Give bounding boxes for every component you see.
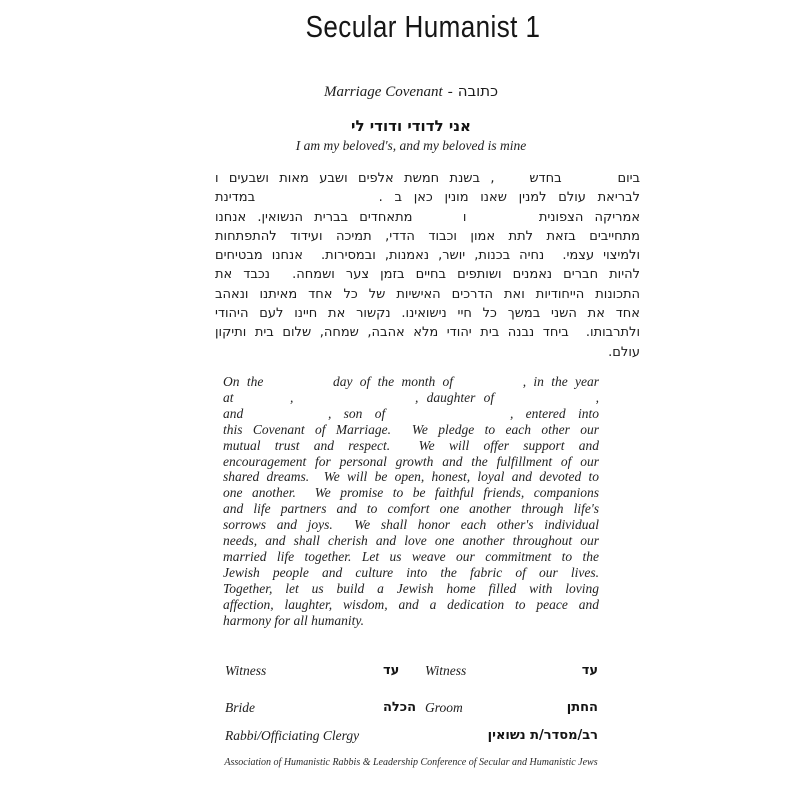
clergy-hebrew-label: רב/מסדר/ת נשואין	[487, 728, 598, 743]
text-segment: ולתרבותו. ביחד נבנה בית יהודי מלא אהבה, שמחה, שלום בית ותיקון	[215, 325, 640, 341]
text-line	[223, 581, 599, 597]
fill-in-blank	[302, 401, 407, 402]
text-line	[215, 265, 640, 284]
fill-in-blank	[460, 385, 515, 386]
text-line	[215, 323, 640, 342]
text-line	[223, 390, 599, 406]
witness-signature-row	[225, 663, 598, 681]
text-segment: אחד את השני במשך כל חיי נישואינו. נקשור את חיינו לעם היהודי	[215, 306, 640, 322]
text-segment: sorrows and joys. We shall honor each other's individual	[223, 517, 599, 533]
text-line	[215, 188, 640, 207]
fill-in-blank	[505, 181, 519, 182]
hebrew-covenant-paragraph	[215, 169, 640, 362]
couple-signature-row	[225, 700, 598, 718]
subtitle-english: Marriage Covenant	[323, 84, 443, 100]
verse-hebrew: אני לדודי ודודי לי	[351, 117, 471, 135]
text-segment: married life together. Let us weave our commitment to the	[223, 548, 599, 564]
text-segment: shared dreams. We will be open, honest, loyal and devoted to	[223, 469, 599, 485]
witness-left-label: Witness	[225, 663, 267, 678]
text-line	[215, 304, 640, 323]
text-segment: On the	[223, 374, 264, 389]
text-line	[215, 285, 640, 304]
text-segment: אמריקה הצפונית	[538, 209, 641, 225]
text-line	[223, 517, 599, 533]
text-line	[223, 613, 599, 629]
clergy-label: Rabbi/Officiating Clergy	[225, 728, 360, 743]
text-segment: ביום	[617, 171, 641, 186]
text-line	[223, 374, 599, 390]
document-subtitle	[223, 82, 599, 101]
text-segment: במדינת	[215, 190, 256, 206]
page-title: Secular Humanist 1	[305, 9, 541, 44]
text-line	[223, 485, 599, 501]
text-line	[223, 406, 599, 422]
text-segment: and	[223, 405, 244, 421]
text-segment: , in the year	[522, 374, 600, 389]
text-segment: מתחייבים בזאת לתת אמון וכבוד הדדי, תמיכה ועידוד להתפתחות	[215, 228, 640, 244]
fill-in-blank	[398, 417, 498, 418]
text-segment: at	[223, 389, 234, 405]
text-segment: .	[378, 190, 383, 206]
text-segment: מתאחדים בברית הנשואין. אנחנו	[215, 209, 413, 225]
verse-english: I am my beloved's, and my beloved is mine	[295, 138, 527, 153]
text-segment: needs, and shall cherish and love one another throughout our	[223, 533, 599, 549]
text-segment: התכונות הייחודיות ואת הדרכים האישיות של כל אחד מאיתנו ונאהב	[215, 286, 640, 302]
text-line	[223, 533, 599, 549]
text-segment: ,	[595, 389, 600, 405]
text-segment: Together, let us build a Jewish home filled with loving	[223, 580, 599, 596]
text-line	[223, 469, 599, 485]
text-segment: this Covenant of Marriage. We pledge to each other our	[223, 421, 599, 437]
english-covenant-paragraph	[223, 374, 599, 629]
text-segment: בחדש	[529, 171, 562, 186]
text-segment: , son of	[327, 405, 386, 421]
text-line	[215, 208, 640, 227]
text-line	[223, 422, 599, 438]
fill-in-blank	[242, 401, 282, 402]
text-segment: harmony for all humanity.	[223, 612, 364, 628]
fill-in-blank	[502, 401, 587, 402]
text-segment: mutual trust and respect. We will offer support and	[223, 437, 599, 453]
bride-label: Bride	[225, 700, 255, 715]
text-segment: ו	[462, 209, 467, 225]
text-line	[223, 501, 599, 517]
text-line	[215, 227, 640, 246]
text-segment: one another. We promise to be faithful friends, companions	[223, 485, 599, 501]
text-segment: Jewish people and culture into the fabric of our lives.	[223, 564, 599, 580]
text-segment: ,	[290, 389, 294, 405]
text-line	[223, 549, 599, 565]
subtitle-separator: -	[447, 84, 453, 100]
text-segment: לבריאת עולם למנין שאנו מונין כאן ב	[394, 190, 641, 206]
subtitle-hebrew: כתובה	[457, 82, 499, 100]
bride-hebrew-label: הכלה	[383, 700, 417, 715]
text-segment: ולמיצוי עצמי. נחיה בכנות, יושר, נאמנות, ובמסירות. אנחנו מבטיחים	[215, 248, 640, 264]
witness-left-hebrew-label: עד	[383, 663, 400, 678]
text-line	[223, 438, 599, 454]
fill-in-blank	[424, 220, 452, 221]
text-line	[223, 565, 599, 581]
text-segment: עולם.	[608, 344, 640, 360]
text-segment: , daughter of	[414, 389, 495, 405]
groom-hebrew-label: החתן	[566, 700, 598, 715]
footer-attribution: Association of Humanistic Rabbis & Leadership Conference of Secular and Humanistic Jews	[224, 757, 598, 768]
text-line	[215, 343, 640, 362]
text-line	[223, 454, 599, 470]
text-segment: encouragement for personal growth and the fulfillment of our	[223, 453, 599, 469]
fill-in-blank	[267, 200, 367, 201]
text-line	[215, 169, 640, 188]
text-segment: , entered into	[509, 405, 599, 421]
clergy-signature-row	[225, 728, 598, 746]
fill-in-blank	[256, 417, 316, 418]
witness-right-hebrew-label: עד	[581, 663, 598, 678]
witness-right-label: Witness	[425, 663, 467, 678]
fill-in-blank	[271, 385, 326, 386]
groom-label: Groom	[425, 700, 463, 715]
text-segment: day of the month of	[332, 374, 454, 389]
text-line	[223, 597, 599, 613]
fill-in-blank	[478, 220, 528, 221]
fill-in-blank	[572, 181, 607, 182]
text-segment: and life partners and to comfort one another through life's	[223, 501, 599, 517]
text-segment: , בשנת חמשת אלפים ושבע מאות ושבעים ו	[215, 171, 495, 186]
text-segment: להיות חברים נאמנים ושותפים בחיים בזמן צער ושמחה. נכבד את	[215, 267, 640, 283]
text-line	[215, 246, 640, 265]
text-segment: affection, laughter, wisdom, and a dedication to peace and	[223, 596, 599, 612]
